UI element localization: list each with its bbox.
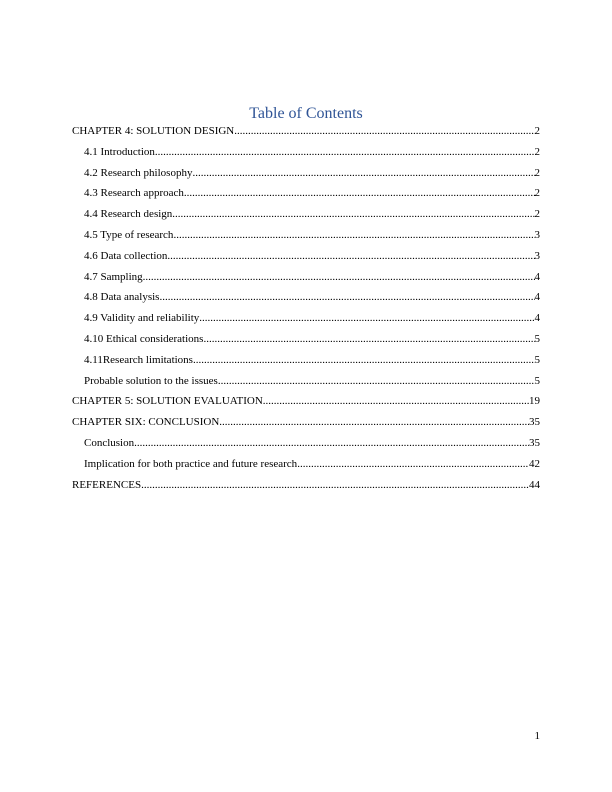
toc-entry-title: 4.2 Research philosophy <box>84 166 193 179</box>
toc-entry-implication[interactable] <box>72 457 540 478</box>
toc-entry-page: 5 <box>534 353 540 366</box>
toc-entry-page: 3 <box>534 249 540 262</box>
toc-entry-probable-solution[interactable] <box>72 374 540 395</box>
toc-entry-page: 4 <box>534 270 540 283</box>
toc-dot-leader <box>172 207 534 221</box>
toc-entry-4-8[interactable] <box>72 290 540 311</box>
toc-entry-page: 4 <box>534 312 540 325</box>
toc-entry-title: 4.6 Data collection <box>84 249 168 262</box>
toc-dot-leader <box>297 457 529 471</box>
toc-dot-leader <box>263 394 529 408</box>
toc-entry-title: Probable solution to the issues <box>84 374 218 387</box>
toc-entry-page: 5 <box>534 332 540 345</box>
toc-dot-leader <box>203 332 534 346</box>
toc-entry-page: 2 <box>534 166 540 179</box>
toc-entry-title: 4.4 Research design <box>84 208 173 221</box>
toc-entry-references[interactable] <box>72 478 540 499</box>
toc-entry-chapter-5[interactable] <box>72 394 540 415</box>
toc-dot-leader <box>193 353 535 367</box>
toc-dot-leader <box>155 145 535 159</box>
toc-entry-conclusion[interactable] <box>72 436 540 457</box>
toc-entry-4-10[interactable] <box>72 332 540 353</box>
toc-entry-title: 4.1 Introduction <box>84 145 155 158</box>
toc-entry-4-4[interactable] <box>72 207 540 228</box>
toc-dot-leader <box>234 124 534 138</box>
toc-entry-title: 4.11Research limitations <box>84 353 193 366</box>
toc-dot-leader <box>159 290 534 304</box>
toc-entry-page: 2 <box>534 145 540 158</box>
toc-entry-title: CHAPTER 5: SOLUTION EVALUATION <box>72 395 263 408</box>
toc-dot-leader <box>143 270 535 284</box>
toc-entry-title: 4.7 Sampling <box>84 270 143 283</box>
toc-dot-leader <box>167 249 534 263</box>
toc-entry-page: 44 <box>529 478 540 491</box>
toc-entry-page: 35 <box>529 416 540 429</box>
table-of-contents <box>72 124 540 498</box>
toc-dot-leader <box>199 311 534 325</box>
toc-dot-leader <box>219 415 529 429</box>
toc-entry-title: 4.5 Type of research <box>84 228 174 241</box>
toc-entry-page: 35 <box>529 436 540 449</box>
toc-entry-title: Implication for both practice and future research <box>84 457 298 470</box>
toc-entry-4-5[interactable] <box>72 228 540 249</box>
toc-entry-4-7[interactable] <box>72 270 540 291</box>
toc-entry-page: 3 <box>534 228 540 241</box>
page-title: Table of Contents <box>249 105 363 122</box>
toc-entry-page: 19 <box>529 395 540 408</box>
toc-entry-4-9[interactable] <box>72 311 540 332</box>
page-number: 1 <box>534 730 540 742</box>
toc-entry-chapter-six[interactable] <box>72 415 540 436</box>
toc-entry-title: 4.10 Ethical considerations <box>84 332 204 345</box>
toc-entry-4-2[interactable] <box>72 166 540 187</box>
toc-dot-leader <box>134 436 529 450</box>
toc-dot-leader <box>184 186 535 200</box>
toc-entry-4-6[interactable] <box>72 249 540 270</box>
toc-entry-chapter-4[interactable] <box>72 124 540 145</box>
toc-entry-page: 4 <box>534 291 540 304</box>
toc-entry-title: 4.8 Data analysis <box>84 291 160 304</box>
toc-entry-title: 4.9 Validity and reliability <box>84 312 200 325</box>
toc-entry-4-3[interactable] <box>72 186 540 207</box>
toc-entry-title: Conclusion <box>84 436 135 449</box>
toc-entry-page: 2 <box>534 187 540 200</box>
toc-entry-4-1[interactable] <box>72 145 540 166</box>
toc-dot-leader <box>173 228 534 242</box>
toc-dot-leader <box>192 166 534 180</box>
toc-entry-page: 2 <box>534 125 540 137</box>
toc-entry-title: 4.3 Research approach <box>84 187 184 200</box>
toc-dot-leader <box>141 478 529 492</box>
toc-entry-title: CHAPTER 4: SOLUTION DESIGN <box>72 125 235 137</box>
toc-dot-leader <box>218 374 535 388</box>
toc-entry-title: REFERENCES <box>72 478 142 491</box>
toc-entry-page: 2 <box>534 208 540 221</box>
toc-entry-4-11[interactable] <box>72 353 540 374</box>
toc-entry-title: CHAPTER SIX: CONCLUSION <box>72 416 220 429</box>
toc-entry-page: 42 <box>529 457 540 470</box>
toc-entry-page: 5 <box>534 374 540 387</box>
